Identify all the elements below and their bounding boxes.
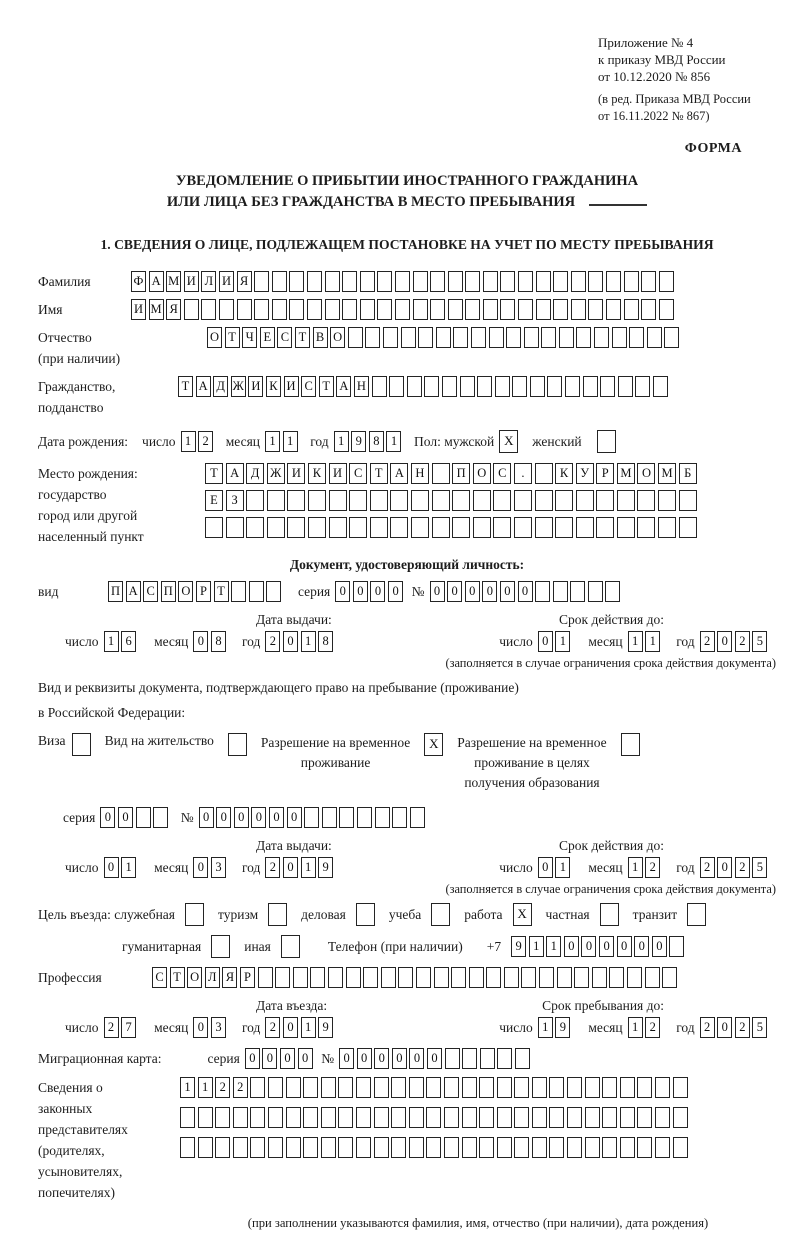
form-label: ФОРМА <box>684 141 742 156</box>
birth-place-row3-boxes[interactable] <box>205 517 699 538</box>
patronymic-boxes[interactable]: О Т Ч Е С Т В О <box>207 327 682 348</box>
title-blank-underline <box>589 204 647 206</box>
representatives-boxes <box>180 1077 776 1237</box>
revision-note <box>598 91 776 125</box>
doc-type-label: вид <box>38 584 59 599</box>
purpose-study-checkbox[interactable] <box>431 903 450 926</box>
migration-series-boxes[interactable]: 0 0 0 0 <box>245 1048 315 1069</box>
migration-number-sign: № <box>321 1050 335 1066</box>
appendix-line: Приложение № 4 <box>598 35 694 50</box>
title-line-1: УВЕДОМЛЕНИЕ О ПРИБЫТИИ ИНОСТРАННОГО ГРАЖДАНИНА <box>175 173 639 189</box>
sex-male-label: Пол: мужской <box>414 433 495 449</box>
purpose-tourism-label: туризм <box>218 906 259 922</box>
purpose-work-checkbox[interactable]: X <box>513 903 532 926</box>
citizenship-boxes[interactable]: Т А Д Ж И К И С Т А Н <box>178 376 671 397</box>
appendix-line: от 10.12.2020 № 856 <box>598 69 711 84</box>
birth-day-boxes[interactable]: 1 2 <box>181 431 216 452</box>
temp-residence-label: Разрешение на временное проживание <box>260 735 411 770</box>
phone-prefix: +7 <box>486 938 502 954</box>
birth-place-boxes <box>205 463 776 544</box>
doc-dates-headers <box>38 612 776 628</box>
doc-dates-row <box>38 631 776 652</box>
month-label: месяц <box>588 1019 623 1035</box>
birth-place-section <box>38 463 776 547</box>
purpose-study-label: учеба <box>388 906 422 922</box>
purpose-transit-checkbox[interactable] <box>687 903 706 926</box>
day-label: число <box>499 859 533 875</box>
birth-date-row <box>38 430 776 453</box>
section1-heading: 1. СВЕДЕНИЯ О ЛИЦЕ, ПОДЛЕЖАЩЕМ ПОСТАНОВКЕ НА УЧЕТ ПО МЕСТУ ПРЕБЫВАНИЯ <box>100 237 714 252</box>
right-doc-line1: Вид и реквизиты документа, подтверждающего право на пребывание (проживание) <box>38 680 519 695</box>
name-boxes[interactable]: И М Я <box>131 299 676 320</box>
entry-purpose-row-2 <box>38 935 776 958</box>
revision-line: (в ред. Приказа МВД России <box>598 92 751 106</box>
name-label: Имя <box>38 302 63 317</box>
purpose-work-label: работа <box>464 906 503 922</box>
doc-number-sign: № <box>411 583 425 599</box>
visa-label: Виза <box>38 733 66 748</box>
doc-series-label: серия <box>297 583 331 599</box>
temp-residence-edu-label: Разрешение на временное проживание в целях получения образования <box>457 735 607 790</box>
appendix-note <box>598 34 776 125</box>
sex-female-label: женский <box>532 433 582 449</box>
permit-dates-headers <box>38 838 776 854</box>
doc-valid-day-boxes[interactable]: 0 1 <box>538 631 573 652</box>
month-label: месяц <box>154 633 189 649</box>
profession-boxes[interactable]: С Т О Л Я Р <box>152 967 680 988</box>
day-label: число <box>65 633 99 649</box>
right-doc-line2: в Российской Федерации: <box>38 705 186 720</box>
permit-issue-date <box>65 857 336 878</box>
permit-series-row <box>63 807 776 828</box>
permit-valid-month-boxes[interactable]: 1 2 <box>628 857 663 878</box>
surname-boxes[interactable]: Ф А М И Л И Я <box>131 271 676 292</box>
representatives-row3-boxes[interactable] <box>180 1137 690 1158</box>
migration-card-label: Миграционная карта: <box>38 1050 162 1066</box>
entry-date <box>65 1017 336 1038</box>
patronymic-label: Отчество (при наличии) <box>38 330 121 366</box>
citizenship-row <box>38 376 776 418</box>
permit-number-sign: № <box>180 809 194 825</box>
representatives-row1-boxes[interactable]: 1 1 2 2 <box>180 1077 690 1098</box>
purpose-business-label: деловая <box>301 906 346 922</box>
entry-dates-headers <box>38 998 776 1014</box>
identity-doc-heading: Документ, удостоверяющий личность: <box>289 557 525 572</box>
entry-purpose-label: Цель въезда: служебная <box>38 906 175 922</box>
birth-place-row1-boxes[interactable]: Т А Д Ж И К И С Т А Н П О С . К У Р М О М Б <box>205 463 699 484</box>
birth-place-label: Место рождения: государство город или другой населенный пункт <box>38 466 144 544</box>
doc-issue-day-boxes[interactable]: 1 6 <box>104 631 139 652</box>
entry-purpose-row <box>38 903 776 926</box>
day-label: число <box>142 433 176 449</box>
entry-date-label: Дата въезда: <box>256 998 328 1013</box>
residence-permit-checkbox[interactable] <box>228 733 247 756</box>
birth-month-boxes[interactable]: 1 1 <box>265 431 300 452</box>
birth-year-boxes[interactable]: 1 9 8 1 <box>334 431 404 452</box>
year-label: год <box>310 433 329 449</box>
purpose-humanitarian-label: гуманитарная <box>122 938 202 954</box>
month-label: месяц <box>154 859 189 875</box>
permit-valid-until-label: Срок действия до: <box>559 838 664 853</box>
permit-series-boxes[interactable]: 0 0 <box>100 807 170 828</box>
permit-number-boxes[interactable]: 0 0 0 0 0 0 <box>199 807 428 828</box>
residence-permit-label: Вид на жительство <box>104 733 214 748</box>
entry-month-boxes[interactable]: 0 3 <box>193 1017 228 1038</box>
visa-checkbox[interactable] <box>72 733 91 756</box>
doc-issue-month-boxes[interactable]: 0 8 <box>193 631 228 652</box>
entry-dates-row <box>38 1017 776 1038</box>
surname-label: Фамилия <box>38 274 91 289</box>
permit-issue-month-boxes[interactable]: 0 3 <box>193 857 228 878</box>
right-doc-options-row <box>38 733 776 793</box>
year-label: год <box>241 633 261 649</box>
purpose-official-checkbox[interactable] <box>185 903 204 926</box>
doc-valid-until-date <box>499 631 770 652</box>
phone-boxes[interactable]: 9 1 1 0 0 0 0 0 0 <box>511 936 687 957</box>
permit-issue-year-boxes[interactable]: 2 0 1 9 <box>265 857 335 878</box>
doc-type-row <box>38 581 776 602</box>
day-label: число <box>499 633 533 649</box>
purpose-humanitarian-checkbox[interactable] <box>211 935 230 958</box>
doc-valid-year-boxes[interactable]: 2 0 2 5 <box>700 631 770 652</box>
entry-year-boxes[interactable]: 2 0 1 9 <box>265 1017 335 1038</box>
title-line-2: ИЛИ ЛИЦА БЕЗ ГРАЖДАНСТВА В МЕСТО ПРЕБЫВАНИЯ <box>38 192 776 213</box>
purpose-other-checkbox[interactable] <box>281 935 300 958</box>
permit-issue-date-label: Дата выдачи: <box>256 838 332 853</box>
doc-issue-date-label: Дата выдачи: <box>256 612 332 627</box>
stay-day-boxes[interactable]: 1 9 <box>538 1017 573 1038</box>
temp-residence-edu-checkbox[interactable] <box>621 733 640 756</box>
name-row <box>38 299 776 320</box>
migration-series-label: серия <box>207 1050 240 1066</box>
year-label: год <box>676 1019 695 1035</box>
birth-date-label: Дата рождения: <box>38 433 129 449</box>
doc-valid-month-boxes[interactable]: 1 1 <box>628 631 663 652</box>
representatives-note: (при заполнении указываются фамилия, имя, отчество (при наличии), дата рождения) <box>247 1216 709 1230</box>
profession-label: Профессия <box>38 970 102 985</box>
permit-valid-until-date <box>499 857 770 878</box>
representatives-row2-boxes[interactable] <box>180 1107 690 1128</box>
month-label: месяц <box>225 433 261 449</box>
birth-place-row2-boxes[interactable]: Е З <box>205 490 699 511</box>
stay-until-label: Срок пребывания до: <box>542 998 664 1013</box>
day-label: число <box>65 859 99 875</box>
purpose-other-label: иная <box>244 938 271 954</box>
citizenship-label: Гражданство, подданство <box>38 379 116 415</box>
profession-row <box>38 967 776 988</box>
permit-valid-year-boxes[interactable]: 2 0 2 5 <box>700 857 770 878</box>
permit-issue-day-boxes[interactable]: 0 1 <box>104 857 139 878</box>
month-label: месяц <box>154 1019 189 1035</box>
day-label: число <box>499 1019 533 1035</box>
purpose-private-label: частная <box>545 906 590 922</box>
representatives-label: Сведения о законных представителях (родителях, усыновителях, попечителях) <box>38 1080 128 1200</box>
doc-issue-date <box>65 631 336 652</box>
doc-series-boxes[interactable]: 0 0 0 0 <box>335 581 405 602</box>
entry-day-boxes[interactable]: 2 7 <box>104 1017 139 1038</box>
temp-residence-checkbox[interactable]: X <box>424 733 443 756</box>
stay-until-date <box>499 1017 770 1038</box>
doc-type-boxes[interactable]: П А С П О Р Т <box>108 581 284 602</box>
migration-number-boxes[interactable]: 0 0 0 0 0 0 <box>339 1048 533 1069</box>
page-title <box>38 171 776 213</box>
patronymic-row <box>38 327 776 369</box>
doc-valid-until-label: Срок действия до: <box>559 612 664 627</box>
purpose-private-checkbox[interactable] <box>600 903 619 926</box>
year-label: год <box>676 633 695 649</box>
surname-row <box>38 271 776 292</box>
purpose-business-checkbox[interactable] <box>356 903 375 926</box>
purpose-tourism-checkbox[interactable] <box>268 903 287 926</box>
doc-issue-year-boxes[interactable]: 2 0 1 8 <box>265 631 335 652</box>
doc-valid-note: (заполняется в случае ограничения срока действия документа) <box>445 656 776 670</box>
revision-line: от 16.11.2022 № 867) <box>598 109 710 123</box>
permit-valid-note: (заполняется в случае ограничения срока действия документа) <box>445 882 776 896</box>
doc-number-boxes[interactable]: 0 0 0 0 0 0 <box>430 581 624 602</box>
representatives-section <box>38 1077 776 1237</box>
phone-label: Телефон (при наличии) <box>327 938 463 954</box>
sex-female-checkbox[interactable] <box>597 430 616 453</box>
stay-year-boxes[interactable]: 2 0 2 5 <box>700 1017 770 1038</box>
year-label: год <box>241 1019 261 1035</box>
month-label: месяц <box>588 633 623 649</box>
purpose-transit-label: транзит <box>632 906 678 922</box>
permit-valid-day-boxes[interactable]: 0 1 <box>538 857 573 878</box>
year-label: год <box>676 859 695 875</box>
day-label: число <box>65 1019 99 1035</box>
year-label: год <box>241 859 261 875</box>
permit-series-label: серия <box>63 809 96 825</box>
month-label: месяц <box>588 859 623 875</box>
sex-male-checkbox[interactable]: X <box>499 430 518 453</box>
stay-month-boxes[interactable]: 1 2 <box>628 1017 663 1038</box>
permit-dates-row <box>38 857 776 878</box>
appendix-line: к приказу МВД России <box>598 52 726 67</box>
migration-card-row <box>38 1048 776 1069</box>
